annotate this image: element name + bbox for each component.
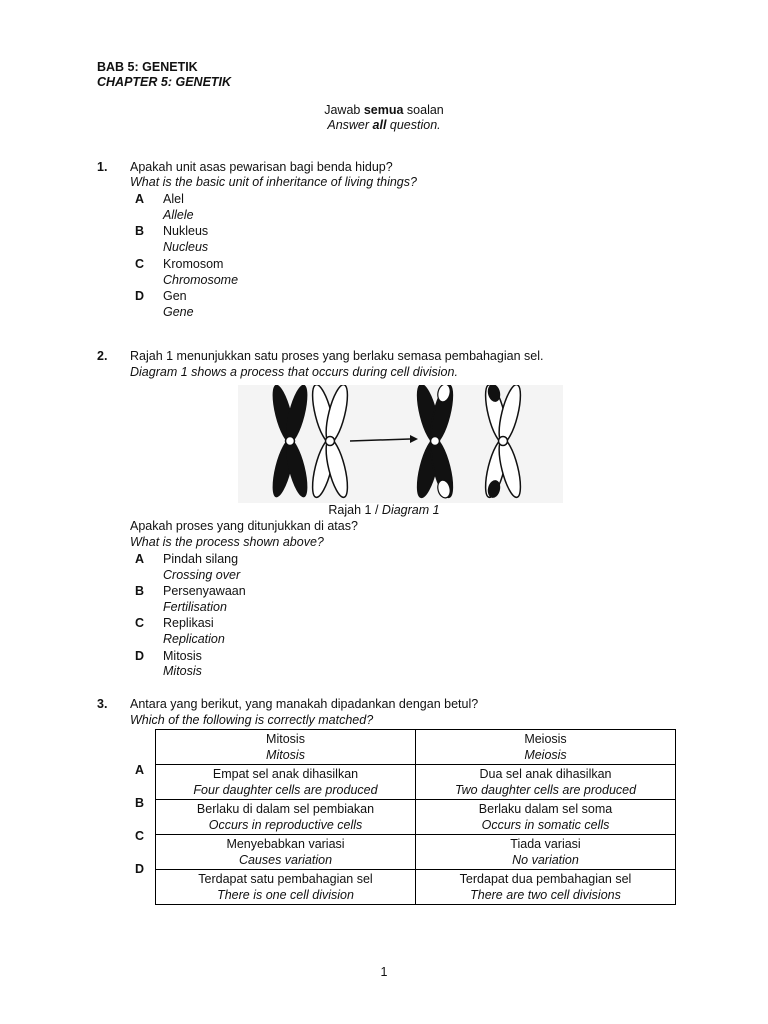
mitosis-meiosis-table — [155, 729, 676, 905]
cell-text-en: Two daughter cells are produced — [454, 783, 637, 797]
cell-text-ms: Berlaku dalam sel soma — [478, 802, 613, 816]
q1-option-a-letter: A — [135, 192, 145, 206]
q1-option-b-ms: Nukleus — [163, 224, 209, 238]
instruction-en — [0, 118, 768, 132]
q2-option-b-en: Fertilisation — [163, 600, 227, 614]
q1-option-b-en: Nucleus — [163, 240, 209, 254]
q1-option-c-ms: Kromosom — [163, 257, 224, 271]
instruction-en-pre: Answer — [327, 118, 373, 132]
table-row — [156, 765, 676, 800]
table-row — [156, 800, 676, 835]
q2-option-a-ms: Pindah silang — [163, 552, 239, 566]
question-1-text-ms: Apakah unit asas pewarisan bagi benda hidup? — [130, 160, 393, 174]
q1-option-a-ms: Alel — [163, 192, 184, 206]
q1-option-d-ms: Gen — [163, 289, 187, 303]
header-cell-mitosis — [156, 730, 416, 765]
table-cell — [156, 835, 416, 870]
q3-row-d-letter: D — [135, 862, 145, 876]
instruction-ms-bold: semua — [363, 103, 404, 117]
question-2-sub-ms: Apakah proses yang ditunjukkan di atas? — [130, 519, 358, 533]
question-2-number: 2. — [97, 349, 108, 363]
cell-text-en: No variation — [512, 853, 579, 867]
table-cell — [416, 800, 676, 835]
q1-option-d-letter: D — [135, 289, 145, 303]
q1-option-d-en: Gene — [163, 305, 194, 319]
diagram-caption-ms: Rajah 1 / — [328, 503, 382, 517]
cell-text-ms: Tiada variasi — [510, 837, 581, 851]
question-3-text-en: Which of the following is correctly matched? — [130, 713, 374, 727]
q3-row-b-letter: B — [135, 796, 145, 810]
q2-option-d-letter: D — [135, 649, 145, 663]
header-meiosis-ms: Meiosis — [524, 732, 567, 746]
q2-option-d-en: Mitosis — [163, 664, 202, 678]
question-3-number: 3. — [97, 697, 108, 711]
cell-text-ms: Empat sel anak dihasilkan — [212, 767, 359, 781]
chapter-title-en: CHAPTER 5: GENETIK — [97, 75, 232, 89]
q2-option-a-en: Crossing over — [163, 568, 241, 582]
instruction-en-bold: all — [372, 118, 387, 132]
q2-option-c-letter: C — [135, 616, 145, 630]
cell-text-ms: Menyebabkan variasi — [226, 837, 345, 851]
table-cell — [156, 870, 416, 905]
q1-option-b-letter: B — [135, 224, 145, 238]
diagram-caption-en: Diagram 1 — [381, 503, 440, 517]
q2-option-d-ms: Mitosis — [163, 649, 202, 663]
diagram-1-caption — [0, 503, 768, 517]
table-row — [156, 870, 676, 905]
cell-text-ms: Terdapat dua pembahagian sel — [459, 872, 632, 886]
cell-text-en: There is one cell division — [217, 888, 354, 902]
chapter-title-ms: BAB 5: GENETIK — [97, 60, 198, 74]
cell-text-en: Four daughter cells are produced — [193, 783, 378, 797]
question-1-text-en: What is the basic unit of inheritance of living things? — [130, 175, 417, 189]
header-cell-meiosis — [416, 730, 676, 765]
table-cell — [416, 835, 676, 870]
q2-option-b-ms: Persenyawaan — [163, 584, 246, 598]
question-3-text-ms: Antara yang berikut, yang manakah dipadankan dengan betul? — [130, 697, 479, 711]
q2-option-c-ms: Replikasi — [163, 616, 214, 630]
cell-text-ms: Berlaku di dalam sel pembiakan — [196, 802, 375, 816]
question-2-text-en: Diagram 1 shows a process that occurs during cell division. — [130, 365, 458, 379]
cell-text-en: Causes variation — [238, 853, 333, 867]
q1-option-c-en: Chromosome — [163, 273, 239, 287]
q2-option-b-letter: B — [135, 584, 145, 598]
instruction-ms-post: soalan — [403, 103, 444, 117]
q1-option-a-en: Allele — [163, 208, 194, 222]
cell-text-en: There are two cell divisions — [470, 888, 621, 902]
question-1-number: 1. — [97, 160, 108, 174]
instruction-ms-pre: Jawab — [324, 103, 364, 117]
q2-option-c-en: Replication — [163, 632, 225, 646]
q3-row-a-letter: A — [135, 763, 145, 777]
question-2-text-ms: Rajah 1 menunjukkan satu proses yang berlaku semasa pembahagian sel. — [130, 349, 544, 363]
q3-row-c-letter: C — [135, 829, 145, 843]
header-meiosis-en: Meiosis — [524, 748, 567, 762]
q1-option-c-letter: C — [135, 257, 145, 271]
cell-text-en: Occurs in reproductive cells — [208, 818, 363, 832]
cell-text-en: Occurs in somatic cells — [481, 818, 610, 832]
table-row — [156, 835, 676, 870]
table-header-row — [156, 730, 676, 765]
instruction-en-post: question. — [386, 118, 441, 132]
table-cell — [416, 870, 676, 905]
diagram-1-chromosomes — [238, 385, 563, 503]
question-2-sub-en: What is the process shown above? — [130, 535, 324, 549]
table-cell — [156, 800, 416, 835]
page-number: 1 — [380, 965, 388, 979]
cell-text-ms: Terdapat satu pembahagian sel — [198, 872, 373, 886]
cell-text-ms: Dua sel anak dihasilkan — [479, 767, 612, 781]
table-cell — [416, 765, 676, 800]
q2-option-a-letter: A — [135, 552, 145, 566]
instruction-ms — [0, 103, 768, 117]
table-cell — [156, 765, 416, 800]
header-mitosis-ms: Mitosis — [266, 732, 305, 746]
header-mitosis-en: Mitosis — [266, 748, 305, 762]
